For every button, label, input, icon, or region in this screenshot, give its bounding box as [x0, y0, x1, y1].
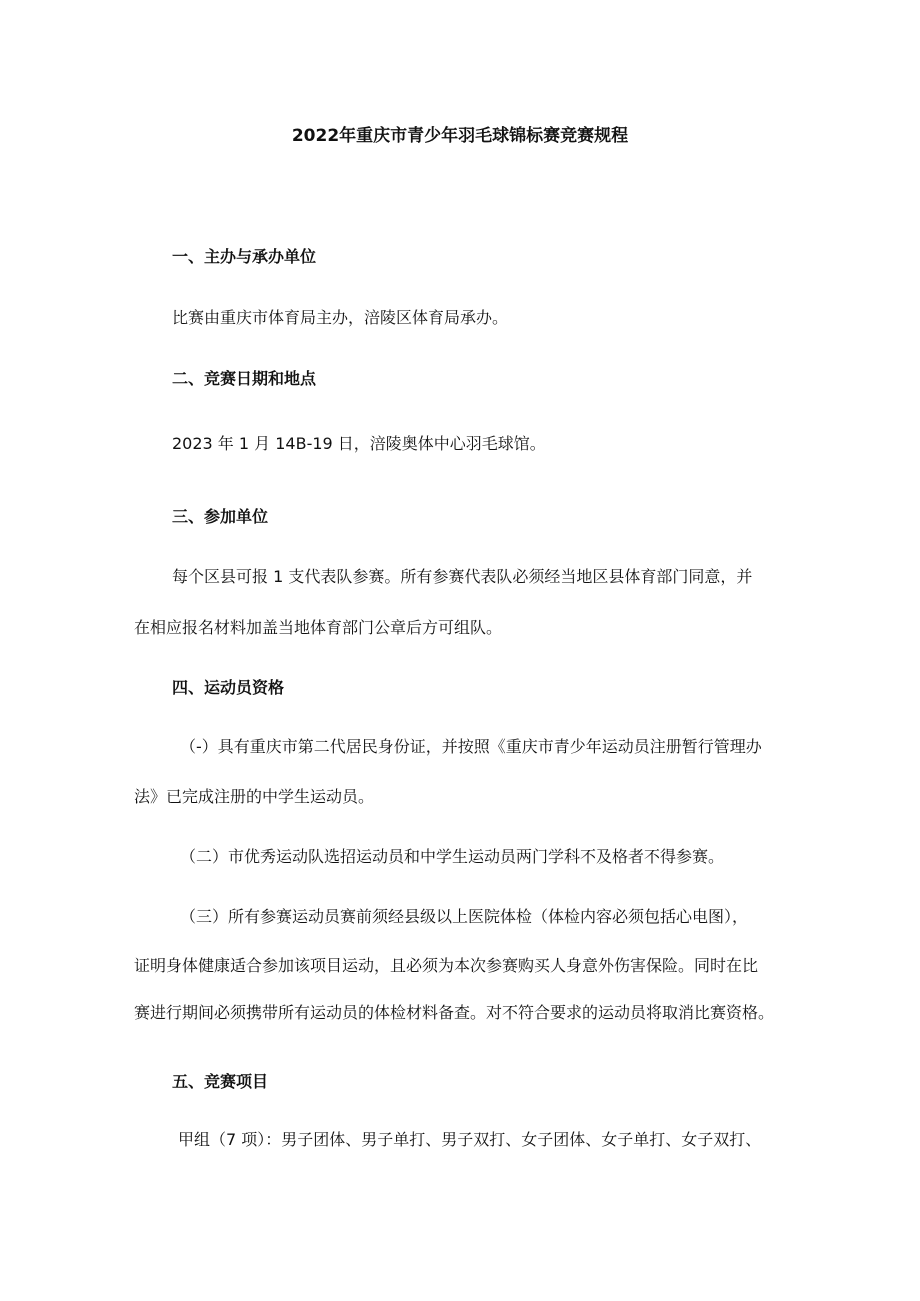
- eligibility-item-1-line-2: 法》已完成注册的中学生运动员。: [134, 787, 375, 806]
- paragraph-participants-line-1: 每个区县可报 1 支代表队参赛。所有参赛代表队必须经当地区县体育部门同意，并: [172, 567, 753, 586]
- section-heading-date-venue: 二、竞赛日期和地点: [172, 369, 317, 388]
- section-heading-events: 五、竞赛项目: [172, 1072, 269, 1091]
- eligibility-item-2: （二）市优秀运动队选招运动员和中学生运动员两门学科不及格者不得参赛。: [180, 847, 725, 866]
- paragraph-participants-line-2: 在相应报名材料加盖当地体育部门公章后方可组队。: [134, 618, 503, 637]
- paragraph-organizers: 比赛由重庆市体育局主办，涪陵区体育局承办。: [172, 308, 509, 327]
- eligibility-item-3-line-3: 赛进行期间必须携带所有运动员的体检材料备查。对不符合要求的运动员将取消比赛资格。: [134, 1003, 775, 1022]
- section-heading-organizers: 一、主办与承办单位: [172, 247, 317, 266]
- paragraph-date-venue: 2023 年 1 月 14B-19 日，涪陵奥体中心羽毛球馆。: [172, 434, 546, 453]
- section-heading-eligibility: 四、运动员资格: [172, 678, 285, 697]
- eligibility-item-3-line-1: （三）所有参赛运动员赛前须经县级以上医院体检（体检内容必须包括心电图），: [180, 907, 749, 926]
- section-heading-participants: 三、参加单位: [172, 507, 269, 526]
- eligibility-item-3-line-2: 证明身体健康适合参加该项目运动，且必须为本次参赛购买人身意外伤害保险。同时在比: [134, 956, 759, 975]
- eligibility-item-1-line-1: （-）具有重庆市第二代居民身份证，并按照《重庆市青少年运动员注册暂行管理办: [180, 737, 762, 756]
- document-title: 2022年重庆市青少年羽毛球锦标赛竞赛规程: [291, 126, 629, 146]
- events-group-a: 甲组（7 项）：男子团体、男子单打、男子双打、女子团体、女子单打、女子双打、: [178, 1130, 762, 1149]
